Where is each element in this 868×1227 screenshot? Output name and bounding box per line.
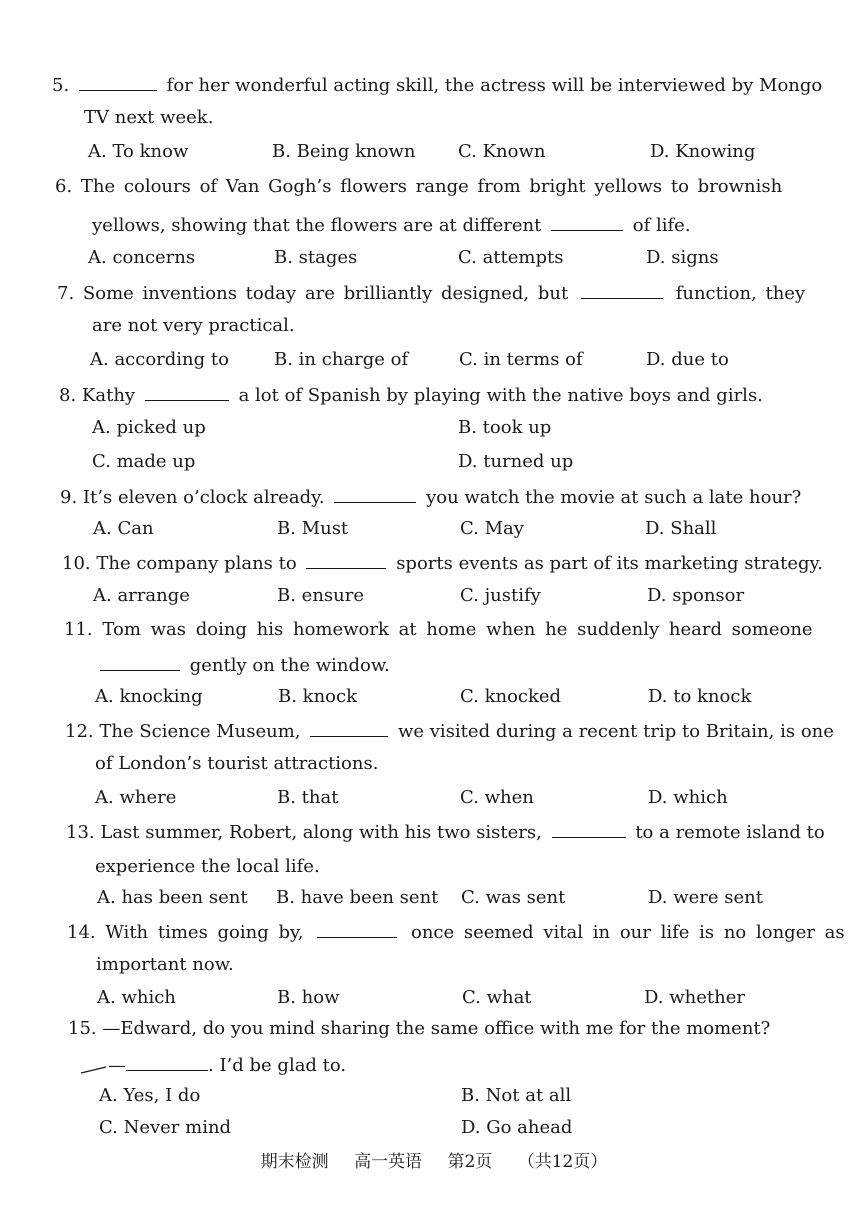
question-text: experience the local life. (95, 856, 320, 877)
option-a: A. where (95, 787, 177, 808)
question-7-line-1 (57, 280, 805, 304)
option-d: D. whether (644, 987, 745, 1008)
question-text: once seemed vital in our life is no longer as (410, 922, 845, 943)
option-b: B. Not at all (461, 1085, 572, 1106)
option-b: B. stages (274, 247, 358, 268)
question-11-line-1 (64, 618, 813, 642)
option-c: C. attempts (458, 247, 564, 268)
question-text: —Edward, do you mind sharing the same office with me for the moment? (102, 1018, 771, 1039)
option-b: B. Being known (272, 141, 416, 162)
option-a: A. according to (90, 349, 229, 370)
option-b: B. have been sent (276, 887, 439, 908)
option-b: B. Must (277, 518, 349, 539)
option-c: C. made up (92, 451, 196, 472)
option-d: D. to knock (648, 686, 752, 707)
option-d: D. Knowing (650, 141, 756, 162)
question-number: 14. (67, 922, 96, 943)
question-number: 12. (65, 721, 94, 742)
question-11-line-2 (100, 652, 390, 676)
option-d: D. sponsor (647, 585, 745, 606)
question-number: 5. (52, 75, 70, 96)
option-a: A. Yes, I do (99, 1085, 201, 1106)
question-6-line-2 (92, 212, 691, 236)
footer-subject: 高一英语 (354, 1152, 423, 1172)
option-d: D. Go ahead (461, 1117, 573, 1138)
option-b: B. ensure (277, 585, 365, 606)
question-number: 7. (57, 283, 75, 304)
option-a: A. Can (93, 518, 154, 539)
question-text: for her wonderful acting skill, the actress will be interviewed by Mongo (166, 75, 823, 96)
answer-blank (334, 484, 416, 503)
question-number: 15. (68, 1018, 97, 1039)
question-text: to a remote island to (635, 822, 825, 843)
question-text: sports events as part of its marketing strategy. (396, 553, 824, 574)
question-text: gently on the window. (189, 655, 390, 676)
option-b: B. knock (278, 686, 357, 707)
question-text: The company plans to (96, 553, 297, 574)
option-c: C. knocked (460, 686, 562, 707)
option-a: A. picked up (92, 417, 206, 438)
option-b: B. how (277, 987, 340, 1008)
page-footer (0, 1150, 868, 1174)
question-14-line-2 (96, 953, 234, 977)
option-c: C. in terms of (459, 349, 583, 370)
option-c: C. Never mind (99, 1117, 232, 1138)
question-text: we visited during a recent trip to Britain, is one (397, 721, 834, 742)
option-a: A. knocking (95, 686, 203, 707)
question-number: 11. (64, 619, 93, 640)
question-12-line-2 (95, 752, 378, 776)
question-15-line-1 (68, 1017, 770, 1041)
question-text: Some inventions today are brilliantly designed, but (82, 283, 569, 304)
option-d: D. signs (646, 247, 719, 268)
question-5-line-1 (52, 72, 822, 96)
option-a: A. concerns (88, 247, 196, 268)
option-a: A. arrange (93, 585, 190, 606)
question-text: Kathy (81, 385, 136, 406)
option-b: B. that (277, 787, 339, 808)
question-12-line-1 (65, 718, 834, 742)
question-13-line-2 (95, 855, 320, 879)
question-text: you watch the movie at such a late hour? (426, 487, 802, 508)
footer-exam: 期末检测 (260, 1152, 329, 1172)
question-text: With times going by, (105, 922, 304, 943)
answer-blank (310, 718, 388, 737)
footer-total: （共12页） (517, 1152, 608, 1172)
option-c: C. May (460, 518, 524, 539)
pen-stroke-mark (80, 1066, 108, 1074)
answer-blank (145, 382, 229, 401)
option-d: D. turned up (458, 451, 574, 472)
question-number: 6. (55, 176, 73, 197)
question-15-line-2 (108, 1052, 346, 1076)
option-a: A. which (97, 987, 176, 1008)
answer-blank (126, 1052, 208, 1071)
question-number: 13. (66, 822, 95, 843)
option-c: C. when (460, 787, 534, 808)
question-text: of London’s tourist attractions. (95, 753, 379, 774)
option-a: A. To know (88, 141, 189, 162)
question-6-line-1 (55, 175, 782, 199)
question-text: function, they (675, 283, 806, 304)
footer-page: 第2页 (447, 1152, 493, 1172)
question-text: important now. (96, 954, 234, 975)
question-text: of life. (632, 215, 691, 236)
question-text: are not very practical. (92, 315, 295, 336)
option-c: C. justify (460, 585, 541, 606)
question-text: a lot of Spanish by playing with the native boys and girls. (238, 385, 763, 406)
answer-blank (581, 280, 663, 299)
question-number: 9. (60, 487, 78, 508)
option-c: C. Known (458, 141, 546, 162)
question-text: It’s eleven o’clock already. (82, 487, 325, 508)
question-8-line-1 (59, 382, 763, 406)
answer-blank (552, 819, 626, 838)
answer-blank (79, 72, 157, 91)
question-text: Last summer, Robert, along with his two sisters, (100, 822, 542, 843)
question-text: The Science Museum, (99, 721, 301, 742)
option-d: D. which (648, 787, 728, 808)
question-9-line-1 (60, 484, 801, 508)
option-d: D. were sent (648, 887, 763, 908)
answer-blank (317, 919, 397, 938)
question-text: TV next week. (84, 107, 214, 128)
option-b: B. took up (458, 417, 552, 438)
question-text: yellows, showing that the flowers are at different (92, 215, 542, 236)
question-10-line-1 (62, 550, 823, 574)
question-text: The colours of Van Gogh’s flowers range from bright yellows to brownish (80, 176, 783, 197)
dialogue-dash: — (108, 1055, 126, 1076)
answer-blank (306, 550, 386, 569)
option-a: A. has been sent (97, 887, 248, 908)
question-7-line-2 (92, 314, 295, 338)
option-c: C. what (462, 987, 532, 1008)
question-number: 8. (59, 385, 77, 406)
answer-blank (100, 652, 180, 671)
question-text: Tom was doing his homework at home when he suddenly heard someone (102, 619, 813, 640)
question-number: 10. (62, 553, 91, 574)
question-5-line-2 (84, 106, 213, 130)
option-d: D. due to (646, 349, 729, 370)
option-b: B. in charge of (274, 349, 409, 370)
option-d: D. Shall (645, 518, 717, 539)
answer-blank (551, 212, 623, 231)
question-14-line-1 (67, 919, 845, 943)
option-c: C. was sent (461, 887, 566, 908)
question-13-line-1 (66, 819, 825, 843)
question-text: . I’d be glad to. (208, 1055, 347, 1076)
